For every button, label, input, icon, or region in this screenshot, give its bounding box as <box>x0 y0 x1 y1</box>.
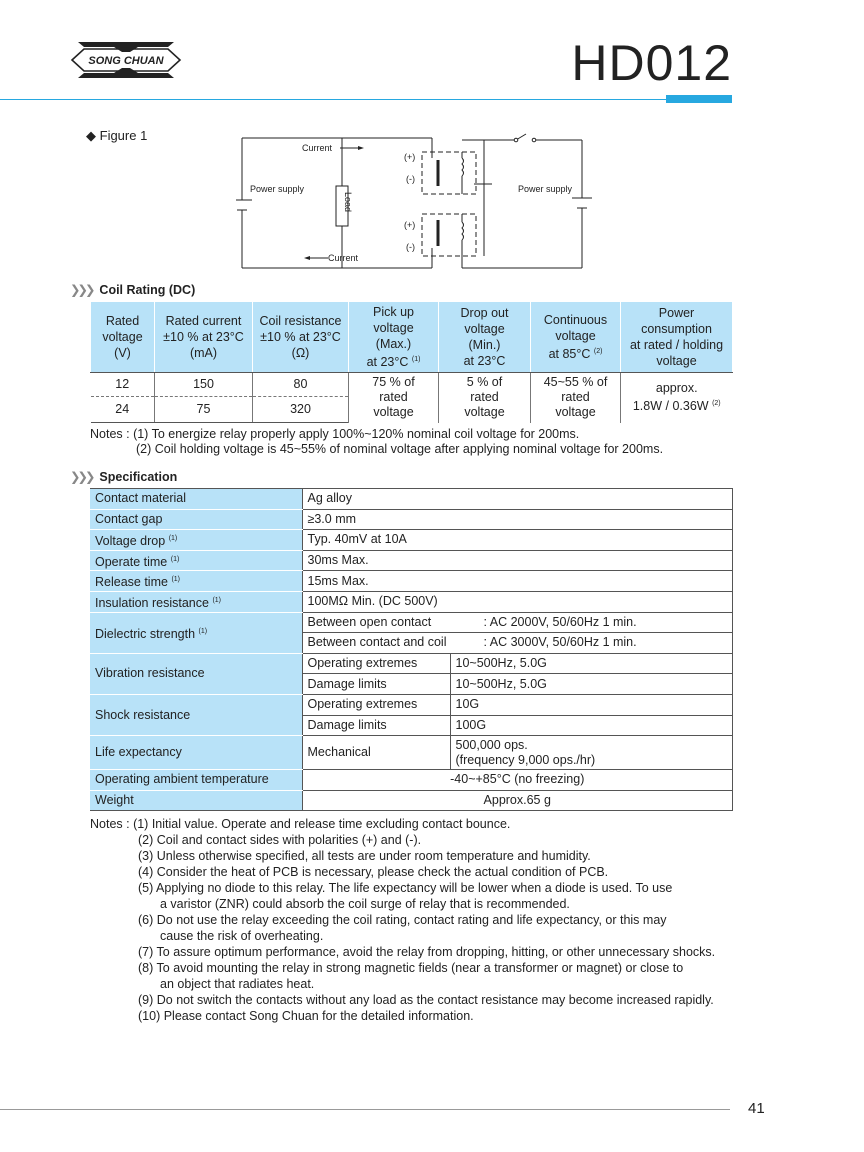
page-number: 41 <box>748 1100 765 1117</box>
power-supply-right-label: Power supply <box>518 184 573 194</box>
table-row: Operate time $^{(1)}$ 30ms Max. <box>90 550 733 571</box>
table-row: Insulation resistance $^{(1)}$ 100MΩ Min. (DC 500V) <box>90 591 733 612</box>
specification-title: ❯❯❯ Specification <box>70 470 178 484</box>
coil-notes: Notes : (1) To energize relay properly apply 100%~120% nominal coil voltage for 200ms. (2) Coil holding voltage is 45~55% of nominal voltage after applying nominal voltage for 200ms. <box>90 427 664 456</box>
chevron-right-icon: ❯❯❯ <box>70 470 93 484</box>
plus-bottom-label: (+) <box>404 220 416 230</box>
table-row: Damage limits 10~500Hz, 5.0G <box>90 674 733 695</box>
table-row: Contact gap ≥3.0 mm <box>90 509 733 530</box>
specification-table <box>90 488 733 811</box>
minus-top-label: (-) <box>406 174 415 184</box>
dropout-value: 5 % of rated voltage <box>439 373 531 423</box>
coil-rating-title: ❯❯❯ Coil Rating (DC) <box>70 283 196 297</box>
chevron-right-icon: ❯❯❯ <box>70 283 93 297</box>
specification-notes: Notes : (1) Initial value. Operate and release time excluding contact bounce. (2) Coil and contact sides with polarities (+) and (-). (3) Unless otherwise specified, all tests are under room temperature and humidity. (4) Consider the heat of PCB is necessary, please check the actual condition of PCB. (5) Applying no diode to this relay. The life expectancy will be lower when a diode is used. To use a varistor (ZNR) could absorb the coil surge of relay that is recommended. (6) Do not use the relay exceeding the coil rating, contact rating and life expectancy, or this may cause the risk of overheating. (7) To assure optimum performance, avoid the relay from dropping, hitting, or other unnecessary shocks. (8) To avoid mounting the relay in strong magnetic fields (near a transformer or magnet) or close to an object that radiates heat. (9) Do not switch the contacts without any load as the contact resistance may become increased rapidly. (10) Please contact Song Chuan for the detailed information. <box>90 817 716 1023</box>
power-supply-left-label: Power supply <box>250 184 305 194</box>
song-chuan-logo <box>70 40 182 80</box>
table-row: Damage limits 100G <box>90 715 733 736</box>
coil-rating-table <box>90 301 733 423</box>
table-row: Operating ambient temperature -40~+85°C (no freezing) <box>90 770 733 791</box>
diamond-bullet-icon: ◆ <box>86 128 96 143</box>
coil-header-continuous-voltage: Continuous voltage at 85°C $^{(2)}$ <box>531 302 621 373</box>
power-value: approx. 1.8W / 0.36W $^{(2)}$ <box>621 373 733 423</box>
footer-rule <box>0 1109 730 1110</box>
header-accent-bar <box>666 95 732 103</box>
load-label: Load <box>343 192 353 213</box>
pickup-value: 75 % of rated voltage <box>349 373 439 423</box>
current-top-label: Current <box>302 143 333 153</box>
coil-header-pickup-voltage: Pick up voltage (Max.) at 23°C $^{(1)}$ <box>349 302 439 373</box>
table-row: Between contact and coil : AC 3000V, 50/60Hz 1 min. <box>90 633 733 654</box>
figure-label: ◆ Figure 1 <box>86 128 148 143</box>
coil-header-power-consumption: Power consumption at rated / holding voltage <box>621 302 733 373</box>
table-row: Dielectric strength $^{(1)}$ Between open contact : AC 2000V, 50/60Hz 1 min. <box>90 612 733 633</box>
table-row: Voltage drop $^{(1)}$ Typ. 40mV at 10A <box>90 530 733 551</box>
table-row: 24 75 320 <box>91 397 733 423</box>
model-title: HD012 <box>571 35 732 91</box>
table-row: Life expectancy Mechanical 500,000 ops. (frequency 9,000 ops./hr) <box>90 736 733 770</box>
table-row: Release time $^{(1)}$ 15ms Max. <box>90 571 733 592</box>
coil-header-rated-current: Rated current ±10 % at 23°C (mA) <box>155 302 253 373</box>
plus-top-label: (+) <box>404 152 416 162</box>
header-rule <box>0 99 666 100</box>
coil-header-dropout-voltage: Drop out voltage (Min.) at 23°C <box>439 302 531 373</box>
coil-header-coil-resistance: Coil resistance ±10 % at 23°C (Ω) <box>253 302 349 373</box>
logo-text: SONG CHUAN <box>88 55 164 67</box>
table-row: Weight Approx.65 g <box>90 790 733 811</box>
continuous-value: 45~55 % of rated voltage <box>531 373 621 423</box>
wiring-diagram <box>236 130 596 270</box>
minus-bottom-label: (-) <box>406 242 415 252</box>
table-row: Shock resistance Operating extremes 10G <box>90 694 733 715</box>
current-bottom-label: Current <box>328 253 359 263</box>
coil-header-rated-voltage: Rated voltage (V) <box>91 302 155 373</box>
table-row: Vibration resistance Operating extremes 10~500Hz, 5.0G <box>90 653 733 674</box>
table-row: Contact material Ag alloy <box>90 489 733 510</box>
table-row: 12 150 80 75 % of rated voltage 5 % of rated voltage 45~55 % of rated voltage approx. 1.8W / 0.36W $^{(2)}$ <box>91 373 733 397</box>
